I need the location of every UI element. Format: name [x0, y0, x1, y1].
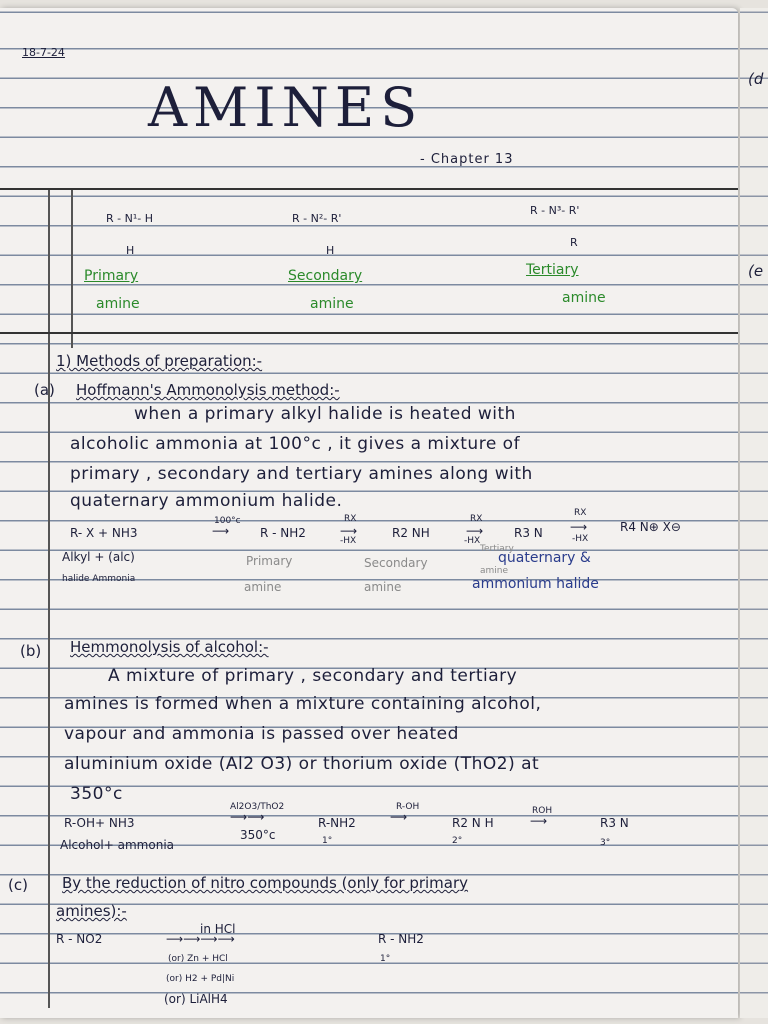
b-eq-reactants: R-OH+ NH3 — [64, 816, 135, 830]
b-eq-p2: R2 N H — [452, 816, 494, 830]
b-eq-cond3: ROH — [532, 806, 553, 816]
secondary-formula: R - N²- R' — [292, 212, 342, 225]
a-eq-p1: R - NH2 — [260, 526, 306, 540]
a-line-2: alcoholic ammonia at 100°c , it gives a mixture of — [70, 434, 521, 454]
item-c-title-1: By the reduction of nitro compounds (only for primary — [62, 874, 469, 892]
notebook-page — [0, 8, 738, 1018]
b-eq-arrow1: ⟶⟶ — [230, 810, 265, 824]
a-name-4: Tertiary — [480, 544, 514, 554]
a-eq-arrow4: ⟶ — [570, 520, 588, 534]
secondary-sub: H — [326, 244, 335, 257]
tertiary-formula: R - N³- R' — [530, 204, 580, 217]
a-eq-reactants: R- X + NH3 — [70, 526, 138, 540]
item-c-label: (c) — [8, 876, 28, 894]
b-eq-arrow3: ⟶ — [530, 814, 548, 828]
b-line-3: vapour and ammonia is passed over heated — [64, 724, 459, 744]
b-line-1: A mixture of primary , secondary and tertiary — [108, 666, 518, 686]
b-line-4: aluminium oxide (Al2 O3) or thorium oxide (ThO2) at — [64, 754, 540, 774]
primary-amine: amine — [96, 296, 140, 312]
section-heading: 1) Methods of preparation:- — [56, 352, 263, 370]
a-line-3: primary , secondary and tertiary amines along with — [70, 464, 533, 484]
b-eq-d1: 1° — [322, 836, 333, 846]
primary-sub: H — [126, 244, 135, 257]
a-name-5: quaternary & — [498, 550, 591, 566]
table-top-rule — [0, 188, 738, 190]
a-eq-cond3: RX — [470, 514, 483, 524]
c-eq-alt-2: (or) H2 + Pd|Ni — [166, 974, 235, 984]
b-eq-d3: 3° — [600, 838, 611, 848]
primary-formula: R - N¹- H — [106, 212, 153, 225]
margin-line — [48, 188, 50, 1008]
a-name-2b: amine — [244, 580, 282, 594]
a-name-3b: amine — [364, 580, 402, 594]
b-eq-cond1b: 350°c — [240, 828, 276, 842]
a-eq-arrow2: ⟶ — [340, 524, 358, 538]
secondary-amine: amine — [310, 296, 354, 312]
tertiary-amine: amine — [562, 290, 606, 306]
b-eq-p1: R-NH2 — [318, 816, 356, 830]
c-eq-d1: 1° — [380, 954, 391, 964]
a-eq-arrow1: ⟶ — [212, 524, 230, 538]
next-page-mark-d: (d — [748, 70, 764, 88]
c-eq-alt-3: (or) LiAlH4 — [164, 992, 228, 1006]
a-line-1: when a primary alkyl halide is heated with — [134, 404, 516, 424]
tertiary-name: Tertiary — [526, 262, 579, 278]
a-eq-arrow3: ⟶ — [466, 524, 484, 538]
table-bottom-rule — [0, 332, 738, 334]
a-eq-cond2b: -HX — [340, 536, 357, 546]
c-eq-product: R - NH2 — [378, 932, 424, 946]
c-eq-reactant: R - NO2 — [56, 932, 103, 946]
secondary-name: Secondary — [288, 268, 363, 284]
a-eq-p4: R4 N⊕ X⊖ — [620, 520, 681, 534]
b-eq-reactants-name: Alcohol+ ammonia — [60, 838, 174, 852]
next-page-mark-e: (e — [748, 262, 764, 280]
item-a-title: Hoffmann's Ammonolysis method:- — [76, 381, 340, 399]
b-eq-cond2: R-OH — [396, 802, 420, 812]
tertiary-sub: R — [570, 236, 578, 249]
a-name-1a: Alkyl + (alc) — [62, 550, 135, 564]
next-page-edge — [740, 8, 768, 1018]
a-eq-cond3b: -HX — [464, 536, 481, 546]
date: 18-7-24 — [22, 46, 65, 59]
c-eq-cond: in HCl — [200, 922, 236, 936]
item-c-title-2: amines):- — [56, 902, 127, 920]
a-eq-cond2: RX — [344, 514, 357, 524]
b-line-5: 350°c — [70, 784, 123, 804]
a-name-5b: ammonium halide — [472, 576, 599, 592]
b-eq-arrow2: ⟶ — [390, 810, 408, 824]
chapter-label: - Chapter 13 — [420, 152, 514, 167]
item-b-title: Hemmonolysis of alcohol:- — [70, 638, 269, 656]
b-eq-cond1: Al2O3/ThO2 — [230, 802, 285, 812]
a-eq-p2: R2 NH — [392, 526, 430, 540]
a-name-1b: halide Ammonia — [62, 574, 136, 584]
a-eq-cond1: 100°c — [214, 516, 241, 526]
a-name-2: Primary — [246, 554, 293, 568]
primary-name: Primary — [84, 268, 139, 284]
item-b-label: (b) — [20, 642, 42, 660]
b-eq-d2: 2° — [452, 836, 463, 846]
a-eq-cond4b: -HX — [572, 534, 589, 544]
c-eq-arrow: ⟶⟶⟶⟶ — [166, 932, 235, 946]
table-divider — [71, 188, 73, 348]
b-line-2: amines is formed when a mixture containing alcohol, — [64, 694, 542, 714]
b-eq-p3: R3 N — [600, 816, 629, 830]
a-name-3: Secondary — [364, 556, 428, 570]
a-name-4b: amine — [480, 566, 509, 576]
a-line-4: quaternary ammonium halide. — [70, 491, 343, 511]
c-eq-alt-1: (or) Zn + HCl — [168, 954, 228, 964]
a-eq-cond4: RX — [574, 508, 587, 518]
page-title: AMINES — [148, 76, 424, 139]
a-eq-p3: R3 N — [514, 526, 543, 540]
item-a-label: (a) — [34, 381, 55, 399]
